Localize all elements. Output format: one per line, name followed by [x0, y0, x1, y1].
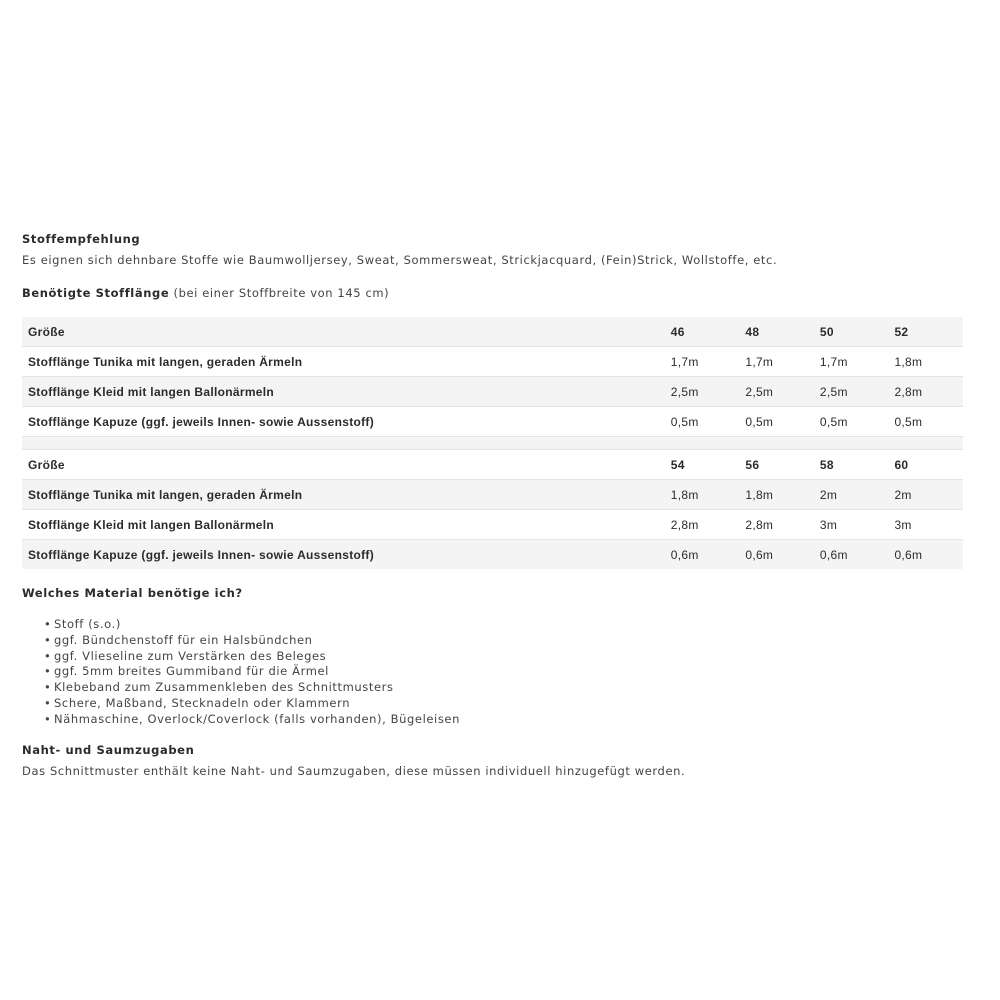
- list-item: [44, 712, 963, 728]
- row-value: 0,5m: [814, 407, 889, 437]
- row-value: 1,7m: [739, 347, 814, 377]
- table-separator: [22, 437, 963, 450]
- table-row: [22, 347, 963, 377]
- row-value: 3m: [814, 510, 889, 540]
- row-value: 0,5m: [739, 407, 814, 437]
- row-value: 2,8m: [665, 510, 740, 540]
- table-header-row: [22, 317, 963, 347]
- seam-allowance-text: Das Schnittmuster enthält keine Naht- und Saumzugaben, diese müssen individuell hinzugefügt werden.: [22, 763, 686, 778]
- row-label: Stofflänge Kapuze (ggf. jeweils Innen- sowie Aussenstoff): [22, 540, 665, 570]
- list-item: [44, 617, 963, 633]
- row-value: 0,5m: [888, 407, 963, 437]
- row-label: Stofflänge Kapuze (ggf. jeweils Innen- sowie Aussenstoff): [22, 407, 665, 437]
- row-value: 2m: [814, 480, 889, 510]
- size-header-value: 50: [814, 317, 889, 347]
- row-value: 0,6m: [665, 540, 740, 570]
- row-label: Stofflänge Tunika mit langen, geraden Ärmeln: [22, 347, 665, 377]
- bullet-icon: •: [44, 648, 52, 663]
- materials-heading: Welches Material benötige ich?: [22, 586, 243, 600]
- list-item-text: ggf. 5mm breites Gummiband für die Ärmel: [54, 664, 329, 679]
- row-value: 2m: [888, 480, 963, 510]
- size-header-value: 48: [739, 317, 814, 347]
- row-value: 1,7m: [665, 347, 740, 377]
- fabric-length-title: Benötigte Stofflänge: [22, 286, 170, 300]
- fabric-recommendation-heading: Stoffempfehlung: [22, 232, 141, 246]
- size-header-value: 54: [665, 450, 740, 480]
- fabric-width-note: (bei einer Stoffbreite von 145 cm): [169, 286, 390, 300]
- row-value: 1,8m: [739, 480, 814, 510]
- bullet-icon: •: [44, 617, 52, 631]
- fabric-length-heading: [22, 283, 963, 303]
- table-row: [22, 480, 963, 510]
- row-value: 2,5m: [665, 377, 740, 407]
- bullet-icon: •: [44, 680, 52, 695]
- list-item: [44, 649, 963, 665]
- table-row: [22, 540, 963, 570]
- fabric-recommendation-text: Es eignen sich dehnbare Stoffe wie Baumwolljersey, Sweat, Sommersweat, Strickjacquard, (Fein)Strick, Wollstoffe, etc.: [22, 253, 778, 267]
- materials-list: [22, 617, 963, 728]
- row-value: 1,8m: [665, 480, 740, 510]
- bullet-icon: •: [44, 711, 52, 726]
- row-value: 0,5m: [665, 407, 740, 437]
- table-row: [22, 377, 963, 407]
- bullet-icon: •: [44, 632, 52, 647]
- row-value: 3m: [888, 510, 963, 540]
- list-item: [44, 696, 963, 712]
- list-item-text: Nähmaschine, Overlock/Coverlock (falls vorhanden), Bügeleisen: [54, 711, 460, 726]
- row-label: Stofflänge Tunika mit langen, geraden Ärmeln: [22, 480, 665, 510]
- list-item: [44, 680, 963, 696]
- bullet-icon: •: [44, 664, 52, 679]
- row-value: 0,6m: [888, 540, 963, 570]
- table-row: [22, 510, 963, 540]
- seam-allowance-heading: Naht- und Saumzugaben: [22, 742, 195, 757]
- row-label: Stofflänge Kleid mit langen Ballonärmeln: [22, 510, 665, 540]
- size-header-value: 56: [739, 450, 814, 480]
- list-item-text: ggf. Bündchenstoff für ein Halsbündchen: [54, 632, 313, 647]
- list-item-text: ggf. Vlieseline zum Verstärken des Beleges: [54, 648, 327, 663]
- row-value: 2,8m: [888, 377, 963, 407]
- size-header-label: Größe: [22, 317, 665, 347]
- list-item-text: Stoff (s.o.): [54, 617, 121, 631]
- row-value: 1,7m: [814, 347, 889, 377]
- size-header-value: 46: [665, 317, 740, 347]
- row-value: 0,6m: [739, 540, 814, 570]
- row-value: 1,8m: [888, 347, 963, 377]
- row-label: Stofflänge Kleid mit langen Ballonärmeln: [22, 377, 665, 407]
- list-item-text: Schere, Maßband, Stecknadeln oder Klammern: [54, 695, 351, 710]
- size-header-value: 58: [814, 450, 889, 480]
- size-header-value: 60: [888, 450, 963, 480]
- row-value: 2,5m: [739, 377, 814, 407]
- list-item-text: Klebeband zum Zusammenkleben des Schnittmusters: [54, 680, 394, 695]
- size-header-value: 52: [888, 317, 963, 347]
- list-item: [44, 633, 963, 649]
- table-row: [22, 407, 963, 437]
- row-value: 0,6m: [814, 540, 889, 570]
- product-description: [22, 229, 963, 782]
- row-value: 2,5m: [814, 377, 889, 407]
- fabric-length-table: [22, 317, 963, 569]
- table-header-row: [22, 450, 963, 480]
- size-header-label: Größe: [22, 450, 665, 480]
- bullet-icon: •: [44, 695, 52, 710]
- row-value: 2,8m: [739, 510, 814, 540]
- list-item: [44, 664, 963, 680]
